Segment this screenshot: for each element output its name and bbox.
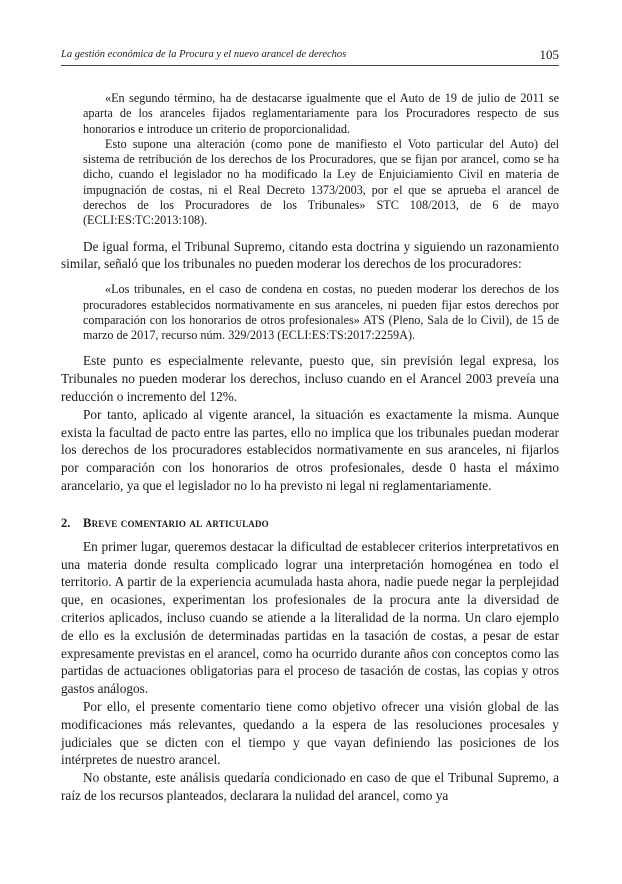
- body-paragraph: No obstante, este análisis quedaría condicionado en caso de que el Tribunal Supremo, a raíz de los recursos planteados, declarara la nulidad del arancel, como ya: [61, 770, 559, 803]
- block-quote-stc: [83, 91, 559, 229]
- page-number: 105: [539, 47, 559, 62]
- body-paragraph: Por tanto, aplicado al vigente arancel, la situación es exactamente la misma. Aunque exista la facultad de pacto entre las partes, ello no implica que los tribunales puedan moderar los derechos de los procuradores establecidos normativamente en sus aranceles, ni fijarlos por comparación con los honorarios de otros profesionales, desde 0 hasta el máximo arancelario, ya que el legislador no lo ha previsto ni legal ni reglamentariamente.: [61, 406, 559, 494]
- running-header: [61, 47, 559, 66]
- page-body: [61, 91, 559, 805]
- quote-paragraph: «En segundo término, ha de destacarse igualmente que el Auto de 19 de julio de 2011 se aparta de los aranceles fijados reglamentariamente para los Procuradores respecto de sus honorarios e introduce un criterio de proporcionalidad.: [83, 91, 559, 136]
- body-paragraph: Este punto es especialmente relevante, puesto que, sin previsión legal expresa, los Tribunales no pueden moderar los derechos, incluso cuando en el Arancel 2003 preveía una reducción o incremento del 12%.: [61, 353, 559, 405]
- body-paragraph: Por ello, el presente comentario tiene como objetivo ofrecer una visión global de las modificaciones más relevantes, quedando a la espera de las resoluciones procesales y judiciales que se dicten con el tiempo y que vayan definiendo las posiciones de los intérpretes de nuestro arancel.: [61, 699, 559, 768]
- body-paragraph: De igual forma, el Tribunal Supremo, citando esta doctrina y siguiendo un razonamiento similar, señaló que los tribunales no pueden moderar los derechos de los procuradores:: [61, 238, 559, 272]
- quote-paragraph: Esto supone una alteración (como pone de manifiesto el Voto particular del Auto) del sistema de retribución de los derechos de los Procuradores, que se fijan por arancel, como se ha dicho, cuando el legislador no ha modificado la Ley de Enjuiciamiento Civil en materia de impugnación de costas, ni el Real Decreto 1373/2003, por el que se aprueba el arancel de derechos de los Procuradores de los Tribunales» STC 108/2013, de 6 de mayo (ECLI:ES:TC:2013:108).: [83, 136, 559, 228]
- quote-paragraph: «Los tribunales, en el caso de condena en costas, no pueden moderar los derechos de los procuradores establecidos normativamente en sus aranceles, ni pueden fijar estos derechos por comparación con los honorarios de otros profesionales» ATS (Pleno, Sala de lo Civil), de 15 de marzo de 2017, recurso núm. 329/2013 (ECLI:ES:TS:2017:2259A).: [83, 282, 559, 343]
- section-number: 2.: [61, 515, 71, 530]
- block-quote-ats: [83, 282, 559, 343]
- section-heading: [61, 515, 559, 532]
- body-paragraph: En primer lugar, queremos destacar la dificultad de establecer criterios interpretativos en una materia donde resulta complicado lograr una interpretación homogénea en todo el territorio. A partir de la experiencia acumulada hasta ahora, nadie puede negar la perplejidad que, en ocasiones, experimentan los profesionales de la procura ante la diversidad de criterios aplicados, incluso cuando se atiende a la literalidad de la norma. Un claro ejemplo de ello es la exclusión de determinadas partidas en la tasación de costas, a pesar de estar expresamente previstas en el arancel, como ha ocurrido durante años con conceptos como las partidas de actuaciones obligatorias para el proceso de tasación de costas, las copias y otros gastos análogos.: [61, 538, 559, 697]
- section-title: Breve comentario al articulado: [83, 515, 269, 530]
- running-title: La gestión económica de la Procura y el nuevo arancel de derechos: [61, 49, 347, 60]
